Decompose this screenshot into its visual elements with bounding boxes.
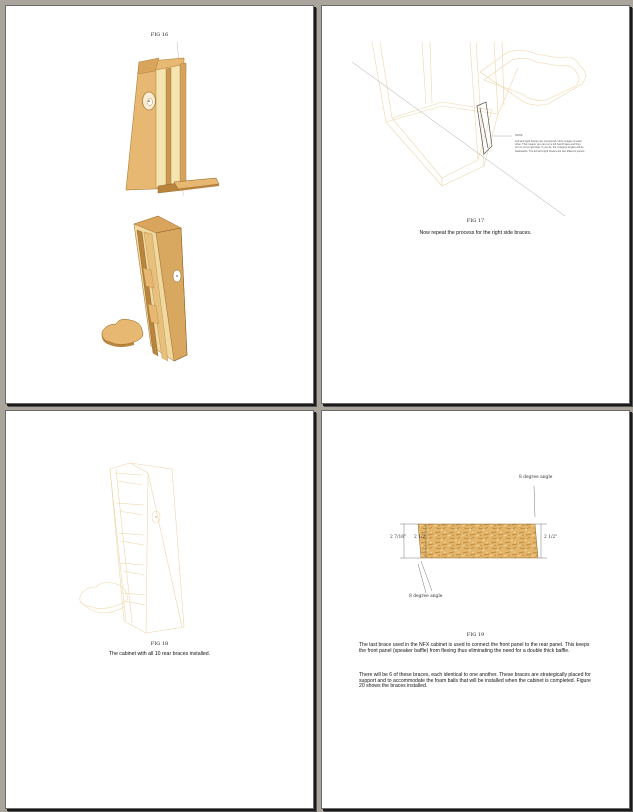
cabinet-lower: [102, 216, 187, 361]
dimension-left: 2 7/16": [390, 535, 407, 540]
cut-line: [352, 62, 565, 216]
figure-label: FIG 18: [150, 641, 169, 647]
figure-label: FIG 16: [150, 32, 169, 38]
fig-17-line-drawing: [322, 6, 629, 403]
figure-label: FIG 17: [466, 218, 485, 224]
angle-label-bottom: 8 degree angle: [409, 594, 443, 599]
angle-label-top: 8 degree angle: [519, 475, 553, 480]
fig-16-illustration: [6, 6, 313, 403]
fig-18-line-drawing: [6, 411, 313, 808]
page-fig-16: [5, 5, 314, 404]
body-paragraph-2: There will be 6 of these braces, each identical to one another. These braces are strategically placed for support and to accommodate the foam balls that will be installed when the cabinet is completed. Figure 20 shows the braces installed.: [359, 672, 591, 690]
page-fig-19: [321, 410, 630, 809]
page-fig-18: [5, 410, 314, 809]
note-text: Left and right braces are compound mirror images of each other. That means you can cut a left hand brace and then turn to cut a right side. If you do, the 4 degree angles will be backwards. The left and right braces are two different pieces.: [515, 140, 585, 153]
dimension-left-inner: 2 1/2: [414, 535, 426, 540]
dimension-right: 2 1/2": [544, 535, 558, 540]
figure-caption: Now repeat the process for the right side braces.: [419, 230, 532, 236]
body-paragraph-1: The last brace used in the NFX cabinet is used to connect the front panel to the rear panel. This keeps the front panel (speaker baffle) from flexing thus eliminating the need for a double thick baffle.: [359, 642, 590, 654]
figure-label: FIG 19: [466, 632, 485, 638]
note-title: NOTE:: [515, 134, 523, 137]
cabinet-upper: [126, 58, 219, 196]
cabinet-wireframe: [80, 463, 184, 633]
figure-caption: The cabinet with all 10 rear braces installed.: [108, 651, 211, 657]
fig-19-brace-diagram: [322, 411, 629, 808]
osb-brace: [418, 524, 538, 558]
cabinet-wireframe: [372, 42, 586, 186]
page-fig-17: [321, 5, 630, 404]
